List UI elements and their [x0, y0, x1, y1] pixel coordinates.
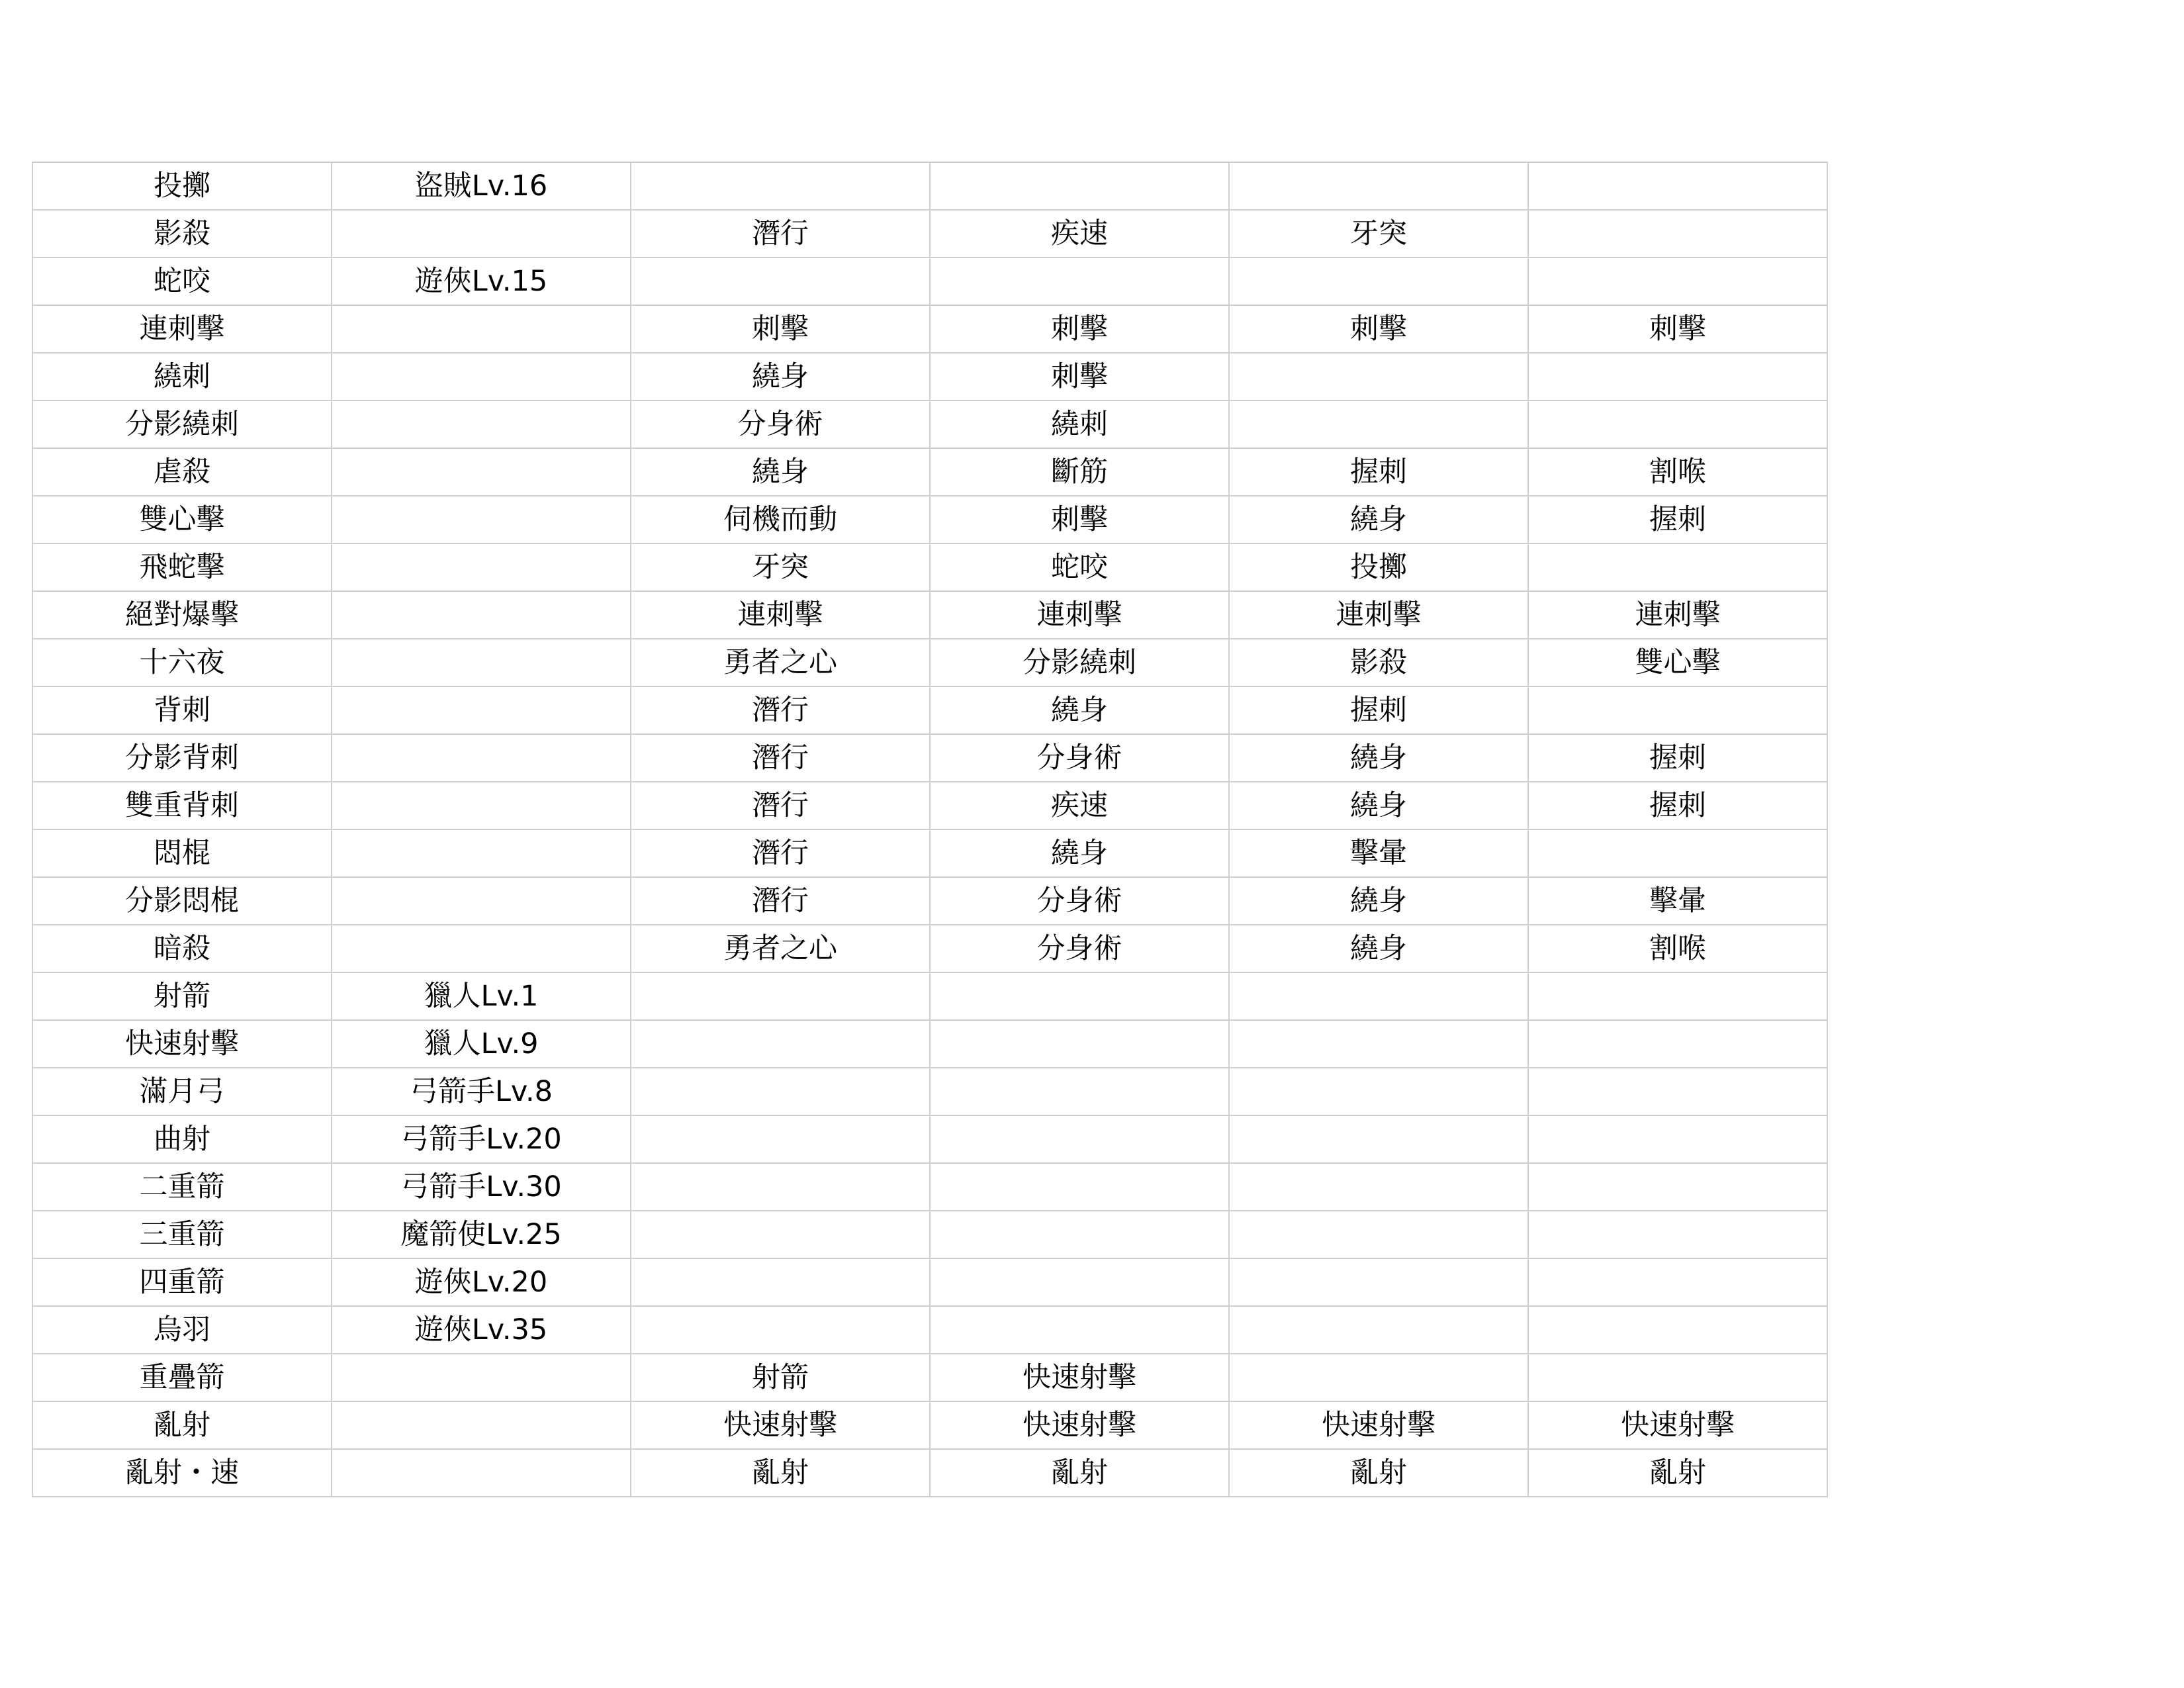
- table-row: [32, 258, 1827, 305]
- prereq-cell-3: [1229, 972, 1528, 1020]
- prereq-cell-4: 刺擊: [1528, 305, 1827, 353]
- requirement-cell: 弓箭手Lv.20: [332, 1115, 631, 1163]
- skill-name-cell: 連刺擊: [32, 305, 332, 353]
- prereq-cell-2: [930, 972, 1229, 1020]
- skill-name-cell: 重疊箭: [32, 1354, 332, 1401]
- requirement-cell: [332, 353, 631, 400]
- requirement-cell: [332, 1354, 631, 1401]
- prereq-cell-2: 疾速: [930, 210, 1229, 258]
- prereq-cell-3: 影殺: [1229, 639, 1528, 686]
- prereq-cell-4: [1528, 1068, 1827, 1115]
- prereq-cell-4: [1528, 972, 1827, 1020]
- prereq-cell-1: [631, 258, 930, 305]
- skill-name-cell: 繞刺: [32, 353, 332, 400]
- table-row: [32, 591, 1827, 639]
- prereq-cell-4: 雙心擊: [1528, 639, 1827, 686]
- requirement-cell: 盜賊Lv.16: [332, 162, 631, 210]
- requirement-cell: 弓箭手Lv.8: [332, 1068, 631, 1115]
- table-row: [32, 448, 1827, 496]
- prereq-cell-2: 繞身: [930, 686, 1229, 734]
- prereq-cell-1: 射箭: [631, 1354, 930, 1401]
- prereq-cell-3: 擊暈: [1229, 829, 1528, 877]
- prereq-cell-3: [1229, 258, 1528, 305]
- table-row: [32, 972, 1827, 1020]
- table-row: [32, 925, 1827, 972]
- skill-table-body: [32, 162, 1827, 1497]
- prereq-cell-4: [1528, 1354, 1827, 1401]
- prereq-cell-2: 刺擊: [930, 496, 1229, 543]
- prereq-cell-3: [1229, 1258, 1528, 1306]
- table-row: [32, 210, 1827, 258]
- requirement-cell: 遊俠Lv.20: [332, 1258, 631, 1306]
- prereq-cell-4: [1528, 353, 1827, 400]
- prereq-cell-3: 繞身: [1229, 925, 1528, 972]
- table-row: [32, 1020, 1827, 1068]
- prereq-cell-3: 繞身: [1229, 734, 1528, 782]
- prereq-cell-4: [1528, 543, 1827, 591]
- requirement-cell: [332, 1449, 631, 1497]
- requirement-cell: [332, 448, 631, 496]
- prereq-cell-2: [930, 1020, 1229, 1068]
- prereq-cell-1: [631, 1020, 930, 1068]
- prereq-cell-3: 繞身: [1229, 782, 1528, 829]
- requirement-cell: [332, 639, 631, 686]
- table-row: [32, 400, 1827, 448]
- skill-name-cell: 二重箭: [32, 1163, 332, 1211]
- requirement-cell: 遊俠Lv.35: [332, 1306, 631, 1354]
- prereq-cell-3: [1229, 1115, 1528, 1163]
- table-row: [32, 877, 1827, 925]
- table-row: [32, 1401, 1827, 1449]
- prereq-cell-4: 割喉: [1528, 925, 1827, 972]
- skill-name-cell: 雙重背刺: [32, 782, 332, 829]
- skill-name-cell: 分影背刺: [32, 734, 332, 782]
- prereq-cell-1: 勇者之心: [631, 925, 930, 972]
- prereq-cell-3: [1229, 1354, 1528, 1401]
- prereq-cell-1: [631, 1258, 930, 1306]
- prereq-cell-2: 分身術: [930, 734, 1229, 782]
- prereq-cell-3: 牙突: [1229, 210, 1528, 258]
- skill-name-cell: 烏羽: [32, 1306, 332, 1354]
- prereq-cell-4: [1528, 829, 1827, 877]
- prereq-cell-4: [1528, 1258, 1827, 1306]
- prereq-cell-1: 潛行: [631, 782, 930, 829]
- prereq-cell-3: 繞身: [1229, 877, 1528, 925]
- skill-name-cell: 影殺: [32, 210, 332, 258]
- prereq-cell-4: [1528, 258, 1827, 305]
- prereq-cell-2: 繞身: [930, 829, 1229, 877]
- requirement-cell: 魔箭使Lv.25: [332, 1211, 631, 1258]
- prereq-cell-2: 蛇咬: [930, 543, 1229, 591]
- requirement-cell: [332, 782, 631, 829]
- table-row: [32, 496, 1827, 543]
- prereq-cell-1: 快速射擊: [631, 1401, 930, 1449]
- prereq-cell-1: 亂射: [631, 1449, 930, 1497]
- table-row: [32, 1211, 1827, 1258]
- requirement-cell: [332, 543, 631, 591]
- requirement-cell: [332, 734, 631, 782]
- prereq-cell-3: 快速射擊: [1229, 1401, 1528, 1449]
- skill-name-cell: 雙心擊: [32, 496, 332, 543]
- skill-name-cell: 虐殺: [32, 448, 332, 496]
- requirement-cell: [332, 591, 631, 639]
- prereq-cell-2: [930, 1068, 1229, 1115]
- prereq-cell-3: [1229, 1068, 1528, 1115]
- prereq-cell-1: 牙突: [631, 543, 930, 591]
- prereq-cell-2: 快速射擊: [930, 1354, 1229, 1401]
- skill-name-cell: 分影悶棍: [32, 877, 332, 925]
- prereq-cell-1: [631, 972, 930, 1020]
- prereq-cell-4: [1528, 1163, 1827, 1211]
- table-row: [32, 353, 1827, 400]
- prereq-cell-2: 疾速: [930, 782, 1229, 829]
- prereq-cell-3: 亂射: [1229, 1449, 1528, 1497]
- prereq-cell-4: 亂射: [1528, 1449, 1827, 1497]
- requirement-cell: [332, 1401, 631, 1449]
- requirement-cell: 弓箭手Lv.30: [332, 1163, 631, 1211]
- table-row: [32, 734, 1827, 782]
- prereq-cell-4: 握刺: [1528, 496, 1827, 543]
- skill-name-cell: 三重箭: [32, 1211, 332, 1258]
- prereq-cell-1: 連刺擊: [631, 591, 930, 639]
- skill-name-cell: 四重箭: [32, 1258, 332, 1306]
- prereq-cell-2: 連刺擊: [930, 591, 1229, 639]
- prereq-cell-4: [1528, 210, 1827, 258]
- prereq-cell-3: [1229, 1020, 1528, 1068]
- table-row: [32, 1354, 1827, 1401]
- prereq-cell-2: 斷筋: [930, 448, 1229, 496]
- prereq-cell-3: 刺擊: [1229, 305, 1528, 353]
- prereq-cell-2: 刺擊: [930, 305, 1229, 353]
- prereq-cell-2: 繞刺: [930, 400, 1229, 448]
- prereq-cell-1: [631, 1068, 930, 1115]
- prereq-cell-4: [1528, 400, 1827, 448]
- prereq-cell-1: 潛行: [631, 877, 930, 925]
- prereq-cell-4: [1528, 162, 1827, 210]
- table-row: [32, 829, 1827, 877]
- table-row: [32, 1258, 1827, 1306]
- prereq-cell-1: [631, 1211, 930, 1258]
- skill-name-cell: 悶棍: [32, 829, 332, 877]
- prereq-cell-3: [1229, 1163, 1528, 1211]
- table-row: [32, 543, 1827, 591]
- skill-name-cell: 亂射・速: [32, 1449, 332, 1497]
- prereq-cell-1: 分身術: [631, 400, 930, 448]
- requirement-cell: [332, 400, 631, 448]
- requirement-cell: [332, 686, 631, 734]
- prereq-cell-1: [631, 1163, 930, 1211]
- requirement-cell: [332, 496, 631, 543]
- skill-name-cell: 暗殺: [32, 925, 332, 972]
- prereq-cell-1: 潛行: [631, 686, 930, 734]
- prereq-cell-1: [631, 162, 930, 210]
- prereq-cell-3: [1229, 1211, 1528, 1258]
- prereq-cell-1: 刺擊: [631, 305, 930, 353]
- prereq-cell-3: [1229, 1306, 1528, 1354]
- prereq-cell-1: 潛行: [631, 829, 930, 877]
- prereq-cell-2: 亂射: [930, 1449, 1229, 1497]
- requirement-cell: 遊俠Lv.15: [332, 258, 631, 305]
- prereq-cell-3: [1229, 162, 1528, 210]
- table-row: [32, 162, 1827, 210]
- table-row: [32, 305, 1827, 353]
- prereq-cell-3: [1229, 353, 1528, 400]
- table-row: [32, 1068, 1827, 1115]
- table-row: [32, 782, 1827, 829]
- requirement-cell: [332, 877, 631, 925]
- prereq-cell-2: 快速射擊: [930, 1401, 1229, 1449]
- skill-name-cell: 曲射: [32, 1115, 332, 1163]
- prereq-cell-3: 握刺: [1229, 448, 1528, 496]
- prereq-cell-2: [930, 1258, 1229, 1306]
- prereq-cell-2: [930, 162, 1229, 210]
- prereq-cell-1: 伺機而動: [631, 496, 930, 543]
- skill-name-cell: 分影繞刺: [32, 400, 332, 448]
- skill-name-cell: 投擲: [32, 162, 332, 210]
- requirement-cell: [332, 210, 631, 258]
- prereq-cell-1: [631, 1306, 930, 1354]
- prereq-cell-4: 握刺: [1528, 782, 1827, 829]
- prereq-cell-2: [930, 1163, 1229, 1211]
- prereq-cell-3: 連刺擊: [1229, 591, 1528, 639]
- skill-name-cell: 絕對爆擊: [32, 591, 332, 639]
- prereq-cell-1: 繞身: [631, 448, 930, 496]
- table-row: [32, 1306, 1827, 1354]
- table-row: [32, 686, 1827, 734]
- prereq-cell-2: 分身術: [930, 925, 1229, 972]
- skill-name-cell: 射箭: [32, 972, 332, 1020]
- prereq-cell-1: 潛行: [631, 210, 930, 258]
- prereq-cell-3: 握刺: [1229, 686, 1528, 734]
- prereq-cell-2: 分身術: [930, 877, 1229, 925]
- skill-name-cell: 快速射擊: [32, 1020, 332, 1068]
- prereq-cell-4: 擊暈: [1528, 877, 1827, 925]
- skill-name-cell: 十六夜: [32, 639, 332, 686]
- prereq-cell-4: [1528, 1020, 1827, 1068]
- requirement-cell: [332, 305, 631, 353]
- table-row: [32, 1163, 1827, 1211]
- prereq-cell-4: 割喉: [1528, 448, 1827, 496]
- requirement-cell: [332, 925, 631, 972]
- table-row: [32, 1449, 1827, 1497]
- prereq-cell-3: [1229, 400, 1528, 448]
- prereq-cell-2: [930, 1306, 1229, 1354]
- prereq-cell-2: [930, 1211, 1229, 1258]
- prereq-cell-1: 繞身: [631, 353, 930, 400]
- skill-table: [32, 162, 1828, 1497]
- prereq-cell-1: [631, 1115, 930, 1163]
- table-row: [32, 1115, 1827, 1163]
- skill-name-cell: 飛蛇擊: [32, 543, 332, 591]
- requirement-cell: 獵人Lv.1: [332, 972, 631, 1020]
- skill-name-cell: 滿月弓: [32, 1068, 332, 1115]
- prereq-cell-2: [930, 258, 1229, 305]
- prereq-cell-3: 繞身: [1229, 496, 1528, 543]
- prereq-cell-4: [1528, 1115, 1827, 1163]
- prereq-cell-3: 投擲: [1229, 543, 1528, 591]
- prereq-cell-2: 刺擊: [930, 353, 1229, 400]
- prereq-cell-4: [1528, 1306, 1827, 1354]
- prereq-cell-4: 連刺擊: [1528, 591, 1827, 639]
- skill-name-cell: 背刺: [32, 686, 332, 734]
- skill-name-cell: 亂射: [32, 1401, 332, 1449]
- prereq-cell-4: 握刺: [1528, 734, 1827, 782]
- prereq-cell-4: [1528, 686, 1827, 734]
- prereq-cell-2: 分影繞刺: [930, 639, 1229, 686]
- prereq-cell-1: 勇者之心: [631, 639, 930, 686]
- prereq-cell-2: [930, 1115, 1229, 1163]
- requirement-cell: 獵人Lv.9: [332, 1020, 631, 1068]
- prereq-cell-4: 快速射擊: [1528, 1401, 1827, 1449]
- requirement-cell: [332, 829, 631, 877]
- prereq-cell-4: [1528, 1211, 1827, 1258]
- skill-name-cell: 蛇咬: [32, 258, 332, 305]
- table-row: [32, 639, 1827, 686]
- prereq-cell-1: 潛行: [631, 734, 930, 782]
